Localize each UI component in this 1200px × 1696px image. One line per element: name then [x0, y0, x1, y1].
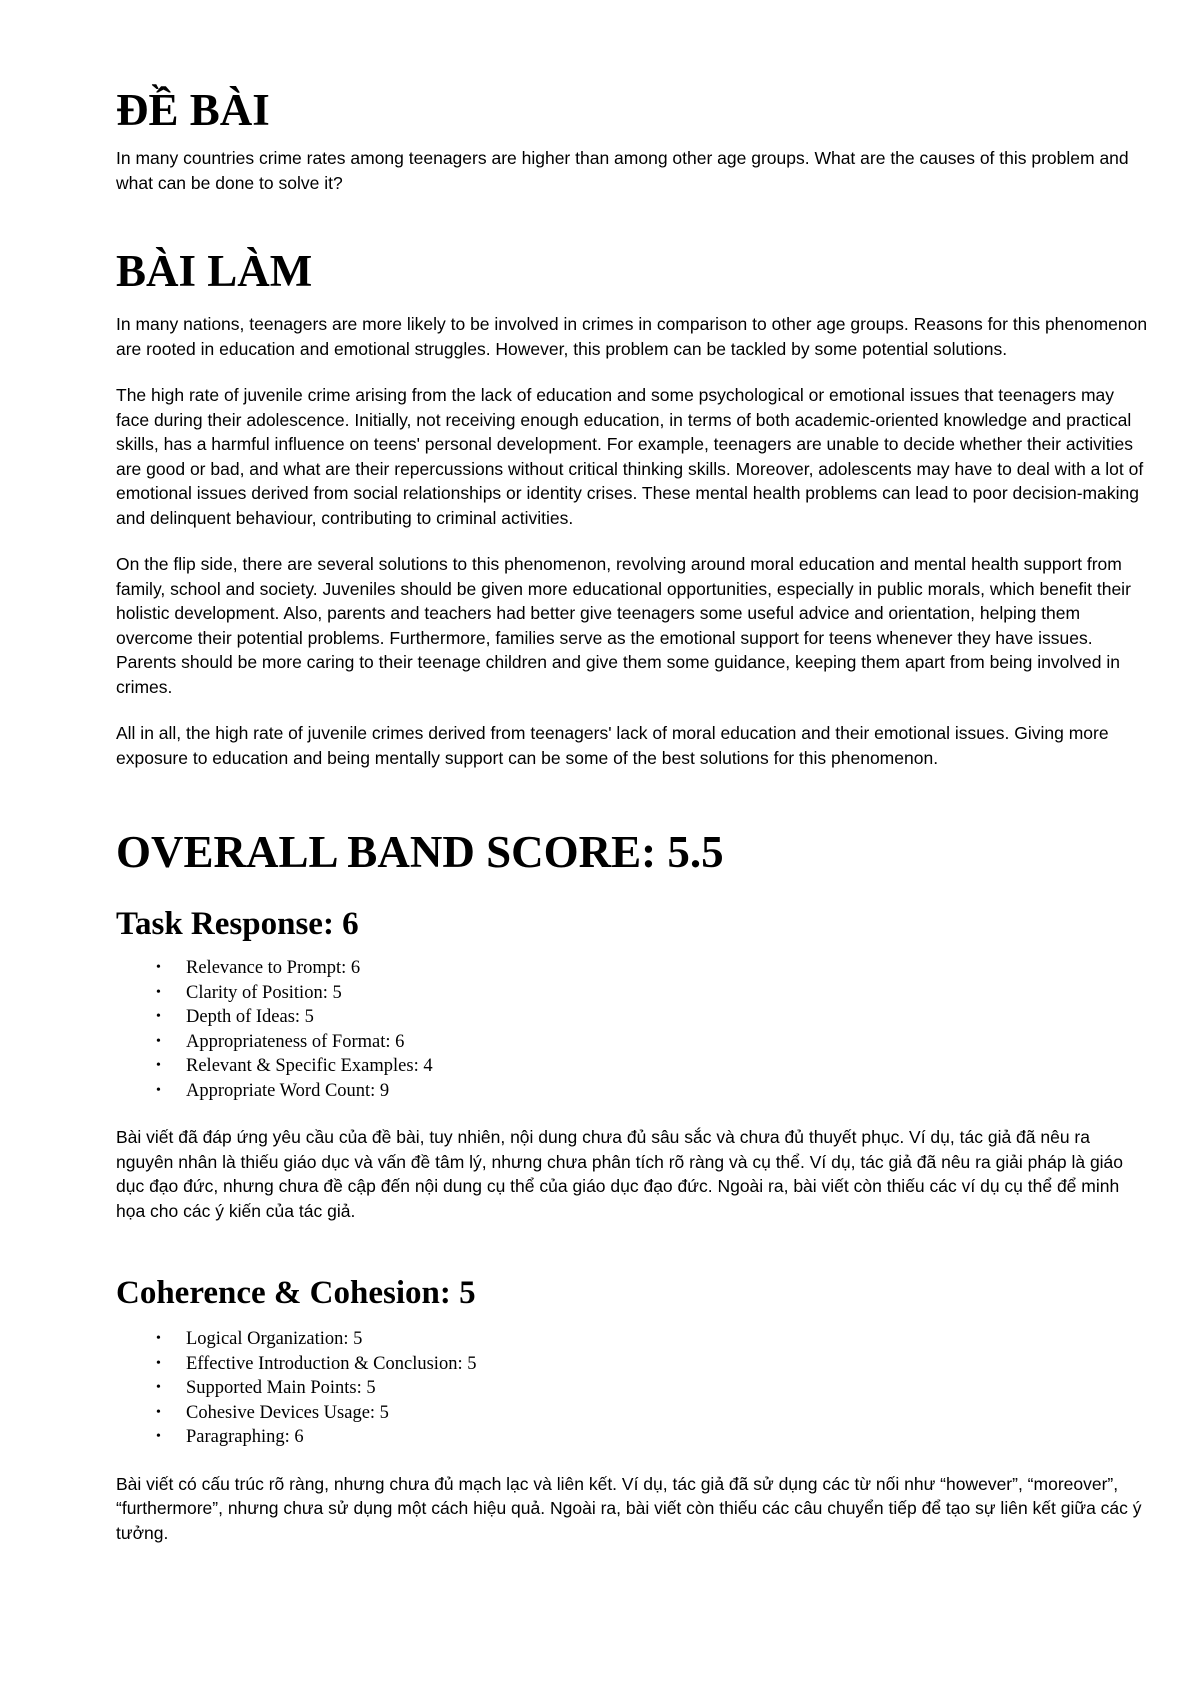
bullet-icon: • [156, 1058, 161, 1073]
essay-paragraph-conclusion: All in all, the high rate of juvenile crimes derived from teenagers' lack of moral education and their emotional issues. Giving more exposure to education and being mentally support can be some of the best solutions for this phenomenon. [116, 723, 1109, 768]
list-item [156, 1376, 1150, 1401]
list-item [156, 1401, 1150, 1426]
essay-paragraph-body-1: The high rate of juvenile crime arising from the lack of education and some psychological or emotional issues that teenagers may face during their adolescence. Initially, not receiving enough education, in terms of both academic-oriented knowledge and practical skills, has a harmful influence on teens' personal development. For example, teenagers are unable to decide whether their activities are good or bad, and what are their repercussions without critical thinking skills. Moreover, adolescents may have to deal with a lot of emotional issues derived from social relationships or identity crises. These mental health problems can lead to poor decision-making and delinquent behaviour, contributing to criminal activities. [116, 385, 1144, 528]
list-item [156, 1079, 1150, 1104]
list-item [156, 1054, 1150, 1079]
bullet-icon: • [156, 1033, 161, 1049]
task-response-criteria-list [116, 956, 1150, 1103]
criterion-text: Appropriateness of Format: 6 [186, 1031, 405, 1052]
coherence-criteria-list [116, 1327, 1150, 1450]
bullet-icon: • [156, 1429, 161, 1444]
bullet-icon: • [156, 1082, 161, 1098]
bullet-icon: • [156, 1404, 161, 1420]
list-item [156, 1005, 1150, 1030]
criterion-text: Relevant & Specific Examples: 4 [186, 1056, 433, 1076]
bullet-icon: • [156, 1009, 161, 1024]
coherence-cohesion-comment: Bài viết có cấu trúc rõ ràng, nhưng chưa đủ mạch lạc và liên kết. Ví dụ, tác giả đã sử dụng các từ nối như “however”, “moreover”, “furthermore”, nhưng chưa sử dụng một cách hiệu quả. Ngoài ra, bài viết còn thiếu các câu chuyển tiếp để tạo sự liên kết giữa các ý tưởng. [116, 1473, 1142, 1543]
prompt-text: In many countries crime rates among teenagers are higher than among other age groups. What are the causes of this problem and what can be done to solve it? [116, 148, 1129, 193]
criterion-text: Depth of Ideas: 5 [186, 1007, 314, 1027]
task-response-comment: Bài viết đã đáp ứng yêu cầu của đề bài, tuy nhiên, nội dung chưa đủ sâu sắc và chưa đủ thuyết phục. Ví dụ, tác giả đã nêu ra nguyên nhân là thiếu giáo dục và vấn đề tâm lý, nhưng chưa phân tích rõ ràng và cụ thể. Ví dụ, tác giả đã nêu ra giải pháp là giáo dục đạo đức, nhưng chưa đề cập đến nội dung cụ thể của giáo dục đạo đức. Ngoài ra, bài viết còn thiếu các ví dụ cụ thể để minh họa cho các ý kiến của tác giả. [116, 1127, 1124, 1221]
list-item [156, 1425, 1150, 1450]
list-item [156, 1030, 1150, 1055]
essay-heading: BÀI LÀM [116, 246, 313, 296]
prompt-heading: ĐỀ BÀI [116, 85, 270, 135]
criterion-text: Supported Main Points: 5 [186, 1378, 376, 1398]
list-item [156, 1327, 1150, 1352]
bullet-icon: • [156, 960, 161, 975]
list-item [156, 1352, 1150, 1377]
bullet-icon: • [156, 1331, 161, 1346]
criterion-text: Logical Organization: 5 [186, 1329, 363, 1349]
essay-paragraph-body-2: On the flip side, there are several solutions to this phenomenon, revolving around moral education and mental health support from family, school and society. Juveniles should be given more educational opportunities, especially in public morals, which benefit their holistic development. Also, parents and teachers had better give teenagers some useful advice and orientation, helping them overcome their potential problems. Furthermore, families serve as the emotional support for teens whenever they have issues. Parents should be more caring to their teenage children and give them some guidance, keeping them apart from being involved in crimes. [116, 554, 1131, 697]
bullet-icon: • [156, 984, 161, 1000]
criterion-text: Clarity of Position: 5 [186, 982, 342, 1003]
list-item [156, 981, 1150, 1006]
coherence-cohesion-heading: Coherence & Cohesion: 5 [116, 1275, 476, 1311]
overall-band-score-heading: OVERALL BAND SCORE: 5.5 [116, 827, 724, 877]
criterion-text: Relevance to Prompt: 6 [186, 958, 361, 978]
list-item [156, 956, 1150, 981]
criterion-text: Effective Introduction & Conclusion: 5 [186, 1353, 477, 1374]
task-response-heading: Task Response: 6 [116, 906, 359, 942]
criterion-text: Cohesive Devices Usage: 5 [186, 1402, 389, 1423]
essay-paragraph-intro: In many nations, teenagers are more likely to be involved in crimes in comparison to other age groups. Reasons for this phenomenon are rooted in education and emotional struggles. However, this problem can be tackled by some potential solutions. [116, 314, 1148, 359]
bullet-icon: • [156, 1380, 161, 1395]
criterion-text: Paragraphing: 6 [186, 1427, 304, 1447]
bullet-icon: • [156, 1355, 161, 1371]
criterion-text: Appropriate Word Count: 9 [186, 1080, 390, 1101]
